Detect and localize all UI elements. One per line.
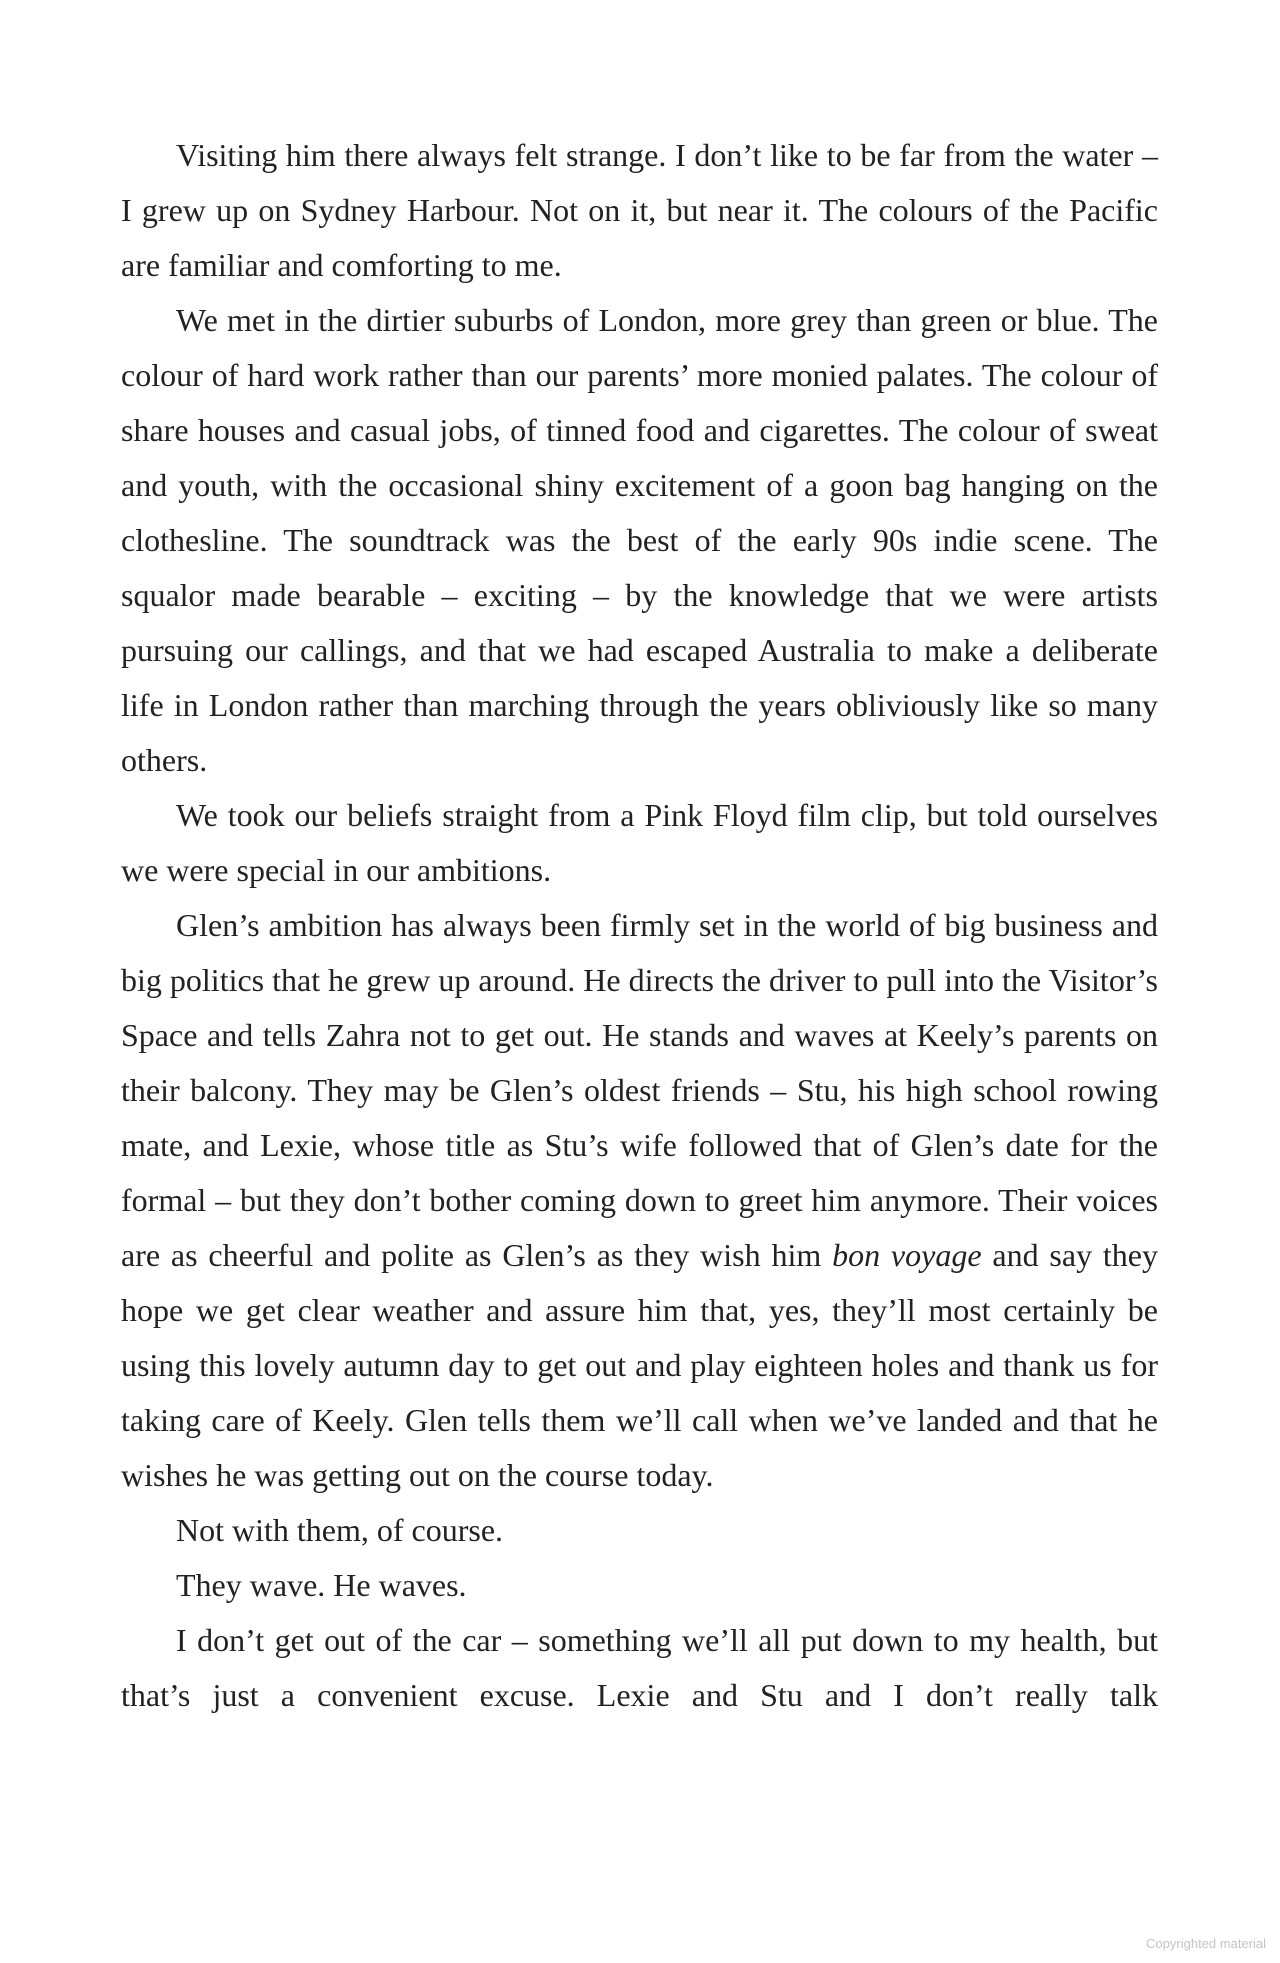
paragraph-5: Not with them, of course. xyxy=(176,1512,504,1548)
paragraph-1: Visiting him there always felt strange. I don’t like to be far from the water – I grew up on Sydney Harbour. Not on it, but near it. The colours of the Pacific are familiar and comforting to me. xyxy=(121,137,1158,283)
paragraph-2: We met in the dirtier suburbs of London, more grey than green or blue. The colour of hard work rather than our parents’ more monied palates. The colour of share houses and casual jobs, of tinned food and cigarettes. The colour of sweat and youth, with the occasional shiny excitement of a goon bag hanging on the clothesline. The soundtrack was the best of the early 90s indie scene. The squalor made bearable – exciting – by the knowledge that we were artists pursuing our callings, and that we had escaped Australia to make a deliberate life in London rather than marching through the years obliviously like so many others. xyxy=(121,302,1158,778)
page-body xyxy=(121,128,1158,1723)
paragraph-6: They wave. He waves. xyxy=(176,1567,467,1603)
paragraph-7: I don’t get out of the car – something we’ll all put down to my health, but that’s just a convenient excuse. Lexie and Stu and I don’t really talk xyxy=(121,1622,1158,1713)
paragraph-4 xyxy=(121,898,1158,1503)
copyright-watermark: Copyrighted material xyxy=(1146,1936,1266,1951)
italic-phrase: bon voyage xyxy=(832,1237,982,1273)
paragraph-4-start: Glen’s ambition has always been firmly set in the world of big business and big politics that he grew up around. He directs the driver to pull into the Visitor’s Space and tells Zahra not to get out. He stands and waves at Keely’s parents on their balcony. They may be Glen’s oldest friends – Stu, his high school rowing mate, and Lexie, whose title as Stu’s wife followed that of Glen’s date for the formal – but they don’t bother coming down to greet him anymore. Their voices are as cheerful and polite as Glen’s as they wish him xyxy=(121,907,1158,1273)
paragraph-4-end: and say they hope we get clear weather and assure him that, yes, they’ll most certainly be using this lovely autumn day to get out and play eighteen holes and thank us for taking care of Keely. Glen tells them we’ll call when we’ve landed and that he wishes he was getting out on the course today. xyxy=(121,1237,1159,1493)
paragraph-3: We took our beliefs straight from a Pink Floyd film clip, but told ourselves we were special in our ambitions. xyxy=(121,797,1158,888)
